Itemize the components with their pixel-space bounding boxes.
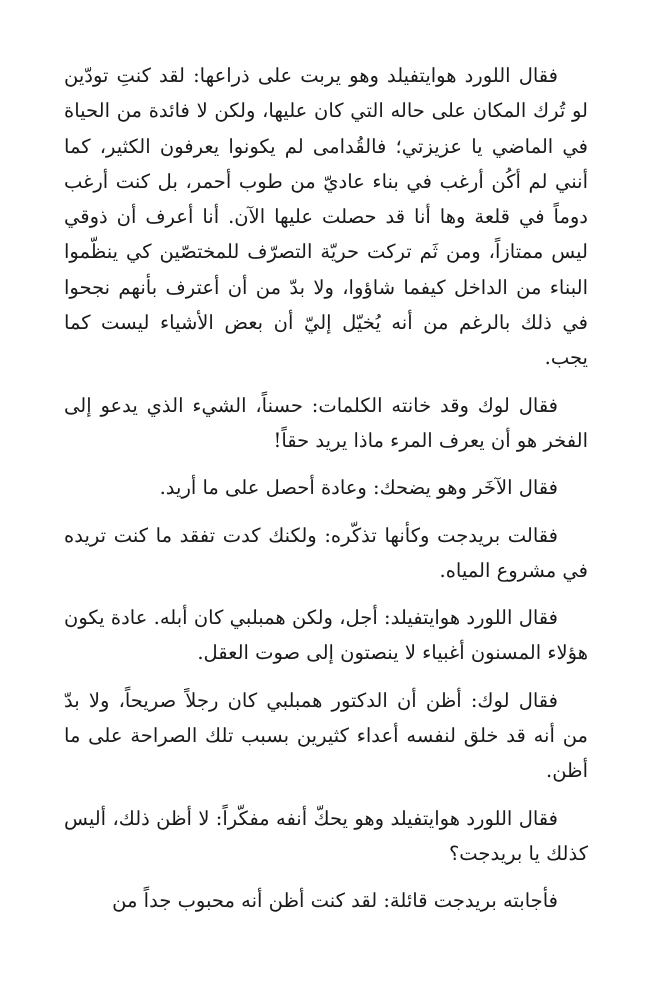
page-body xyxy=(64,58,588,931)
paragraph: فأجابته بريدجت قائلة: لقد كنت أظن أنه محبوب جداً من xyxy=(112,889,558,913)
paragraph: فقال لوك: أظن أن الدكتور همبلبي كان رجلاً صريحاً، ولا بدّ من أنه قد خلق لنفسه أعداء كثيرين بسبب تلك الصراحة على ما أظن. xyxy=(64,688,588,783)
paragraph: فقالت بريدجت وكأنها تذكّره: ولكنك كدت تفقد ما كنت تريده في مشروع المياه. xyxy=(64,523,588,582)
paragraph: فقال الآخَر وهو يضحك: وعادة أحصل على ما أريد. xyxy=(159,476,558,500)
paragraph: فقال لوك وقد خانته الكلمات: حسناً، الشيء الذي يدعو إلى الفخر هو أن يعرف المرء ماذا يريد حقاً! xyxy=(64,393,588,452)
paragraph: فقال اللورد هوايتفيلد وهو يربت على ذراعها: لقد كنتِ تودّين لو تُرك المكان على حاله التي كان عليها، ولكن لا فائدة من الحياة في الماضي يا عزيزتي؛ فالقُدامى لم يكونوا يعرفون الكثير، كما أنني لم أكُن أرغب في بناء عاديّ من طوب أحمر، بل كنت أرغب دوماً في قلعة وها أنا قد حصلت عليها الآن. أنا أعرف أن ذوقي ليس ممتازاً، ومن ثَم تركت حريّة التصرّف للمختصّين كي ينظّموا البناء من الداخل كيفما شاؤوا، ولا بدّ من أن أعترف بأنهم نجحوا في ذلك بالرغم من أنه يُخيّل إليّ أن بعض الأشياء ليست كما يجب. xyxy=(64,64,588,370)
paragraph: فقال اللورد هوايتفيلد وهو يحكّ أنفه مفكّراً: لا أظن ذلك، أليس كذلك يا بريدجت؟ xyxy=(64,806,588,865)
paragraph: فقال اللورد هوايتفيلد: أجل، ولكن همبلبي كان أبله. عادة يكون هؤلاء المسنون أغبياء لا ينصتون إلى صوت العقل. xyxy=(64,606,588,665)
